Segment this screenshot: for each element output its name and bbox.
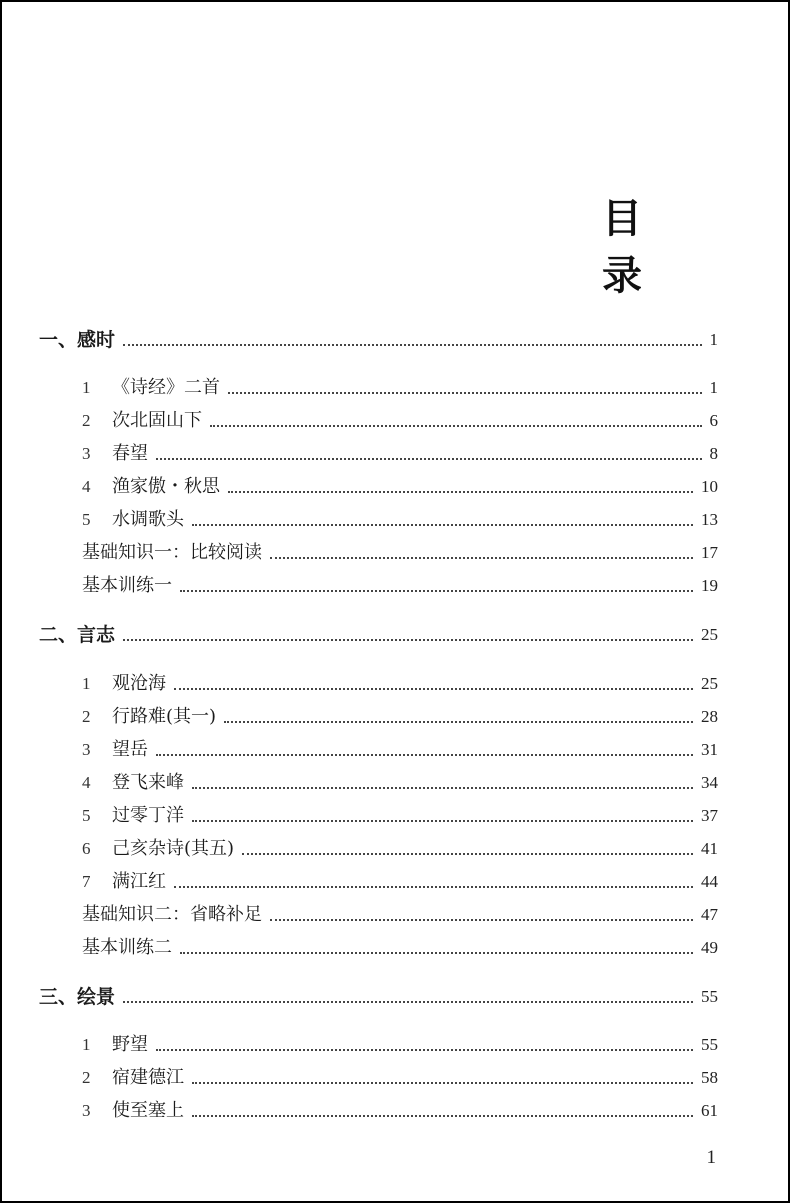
section-page: 25 [701,625,718,644]
item-number: 5 [82,806,91,825]
item-label: 使至塞上 [112,1100,184,1121]
item-number: 7 [82,872,91,891]
item-label: 次北固山下 [112,410,202,431]
item-number: 4 [82,477,91,496]
toc-item[interactable] [82,668,718,696]
item-number: 1 [82,1035,91,1054]
item-number: 3 [82,1101,91,1120]
item-label: 观沧海 [112,673,166,694]
item-label: 野望 [112,1034,148,1055]
item-page: 13 [701,510,718,529]
item-page: 61 [701,1101,718,1120]
item-label: 行路难(其一) [112,706,217,727]
item-page: 47 [701,905,718,924]
toc-section-3[interactable] [39,981,718,1009]
leader-dots [174,885,693,888]
leader-dots [192,1114,693,1117]
leader-dots [180,951,693,954]
item-page: 49 [701,938,718,957]
toc-item[interactable] [82,734,718,762]
item-page: 44 [701,872,718,891]
page-title: 目 录 [602,196,676,299]
toc-item[interactable] [82,504,718,532]
leader-dots [156,457,702,460]
item-label: 基础知识一：比较阅读 [82,542,262,563]
item-number: 2 [82,411,91,430]
toc-item[interactable] [82,833,718,861]
section-page: 1 [709,330,718,349]
toc-item[interactable] [82,438,718,466]
leader-dots [242,852,693,855]
item-label: 过零丁洋 [112,805,184,826]
toc-item[interactable] [82,800,718,828]
toc-item[interactable] [82,1029,718,1057]
item-label: 登飞来峰 [112,772,184,793]
toc-item[interactable] [82,570,718,598]
section-label: 一、感时 [39,329,116,351]
item-number: 2 [82,707,91,726]
toc-item[interactable] [82,471,718,499]
leader-dots [123,638,693,641]
item-label: 望岳 [112,739,148,760]
leader-dots [270,918,693,921]
item-label: 水调歌头 [112,509,184,530]
item-label: 宿建德江 [112,1067,184,1088]
item-page: 37 [701,806,718,825]
leader-dots [224,720,693,723]
leader-dots [174,687,693,690]
item-page: 55 [701,1035,718,1054]
toc-item[interactable] [82,767,718,795]
leader-dots [192,1081,693,1084]
leader-dots [156,1048,693,1051]
item-label: 春望 [112,443,148,464]
section-label: 三、绘景 [39,986,116,1008]
toc-item[interactable] [82,932,718,960]
toc-item[interactable] [82,899,718,927]
leader-dots [228,391,702,394]
item-page: 41 [701,839,718,858]
item-page: 8 [709,444,718,463]
item-number: 2 [82,1068,91,1087]
toc-item[interactable] [82,372,718,400]
page-number: 1 [706,1147,716,1168]
leader-dots [192,523,693,526]
item-number: 5 [82,510,91,529]
item-page: 31 [701,740,718,759]
item-page: 34 [701,773,718,792]
toc-section-1[interactable] [39,324,718,352]
item-label: 《诗经》二首 [112,377,220,398]
toc-item[interactable] [82,1095,718,1123]
toc-item[interactable] [82,1062,718,1090]
item-label: 渔家傲・秋思 [112,476,220,497]
item-page: 10 [701,477,718,496]
leader-dots [270,556,693,559]
leader-dots [123,1000,693,1003]
item-number: 1 [82,378,91,397]
leader-dots [156,753,693,756]
item-page: 19 [701,576,718,595]
item-number: 4 [82,773,91,792]
toc-item[interactable] [82,866,718,894]
leader-dots [210,424,702,427]
item-label: 基本训练二 [82,937,172,958]
toc-item[interactable] [82,405,718,433]
item-number: 3 [82,740,91,759]
toc-item[interactable] [82,701,718,729]
item-label: 己亥杂诗(其五) [112,838,235,859]
leader-dots [123,343,701,346]
item-page: 1 [709,378,718,397]
item-page: 58 [701,1068,718,1087]
item-page: 17 [701,543,718,562]
leader-dots [192,819,693,822]
item-page: 28 [701,707,718,726]
item-page: 6 [709,411,718,430]
section-page: 55 [701,987,718,1006]
leader-dots [228,490,693,493]
section-label: 二、言志 [39,624,116,646]
leader-dots [180,589,693,592]
toc-section-2[interactable] [39,619,718,647]
item-label: 基本训练一 [82,575,172,596]
item-label: 基础知识二：省略补足 [82,904,262,925]
item-number: 3 [82,444,91,463]
toc-item[interactable] [82,537,718,565]
leader-dots [192,786,693,789]
item-label: 满江红 [112,871,166,892]
item-page: 25 [701,674,718,693]
item-number: 6 [82,839,91,858]
item-number: 1 [82,674,91,693]
